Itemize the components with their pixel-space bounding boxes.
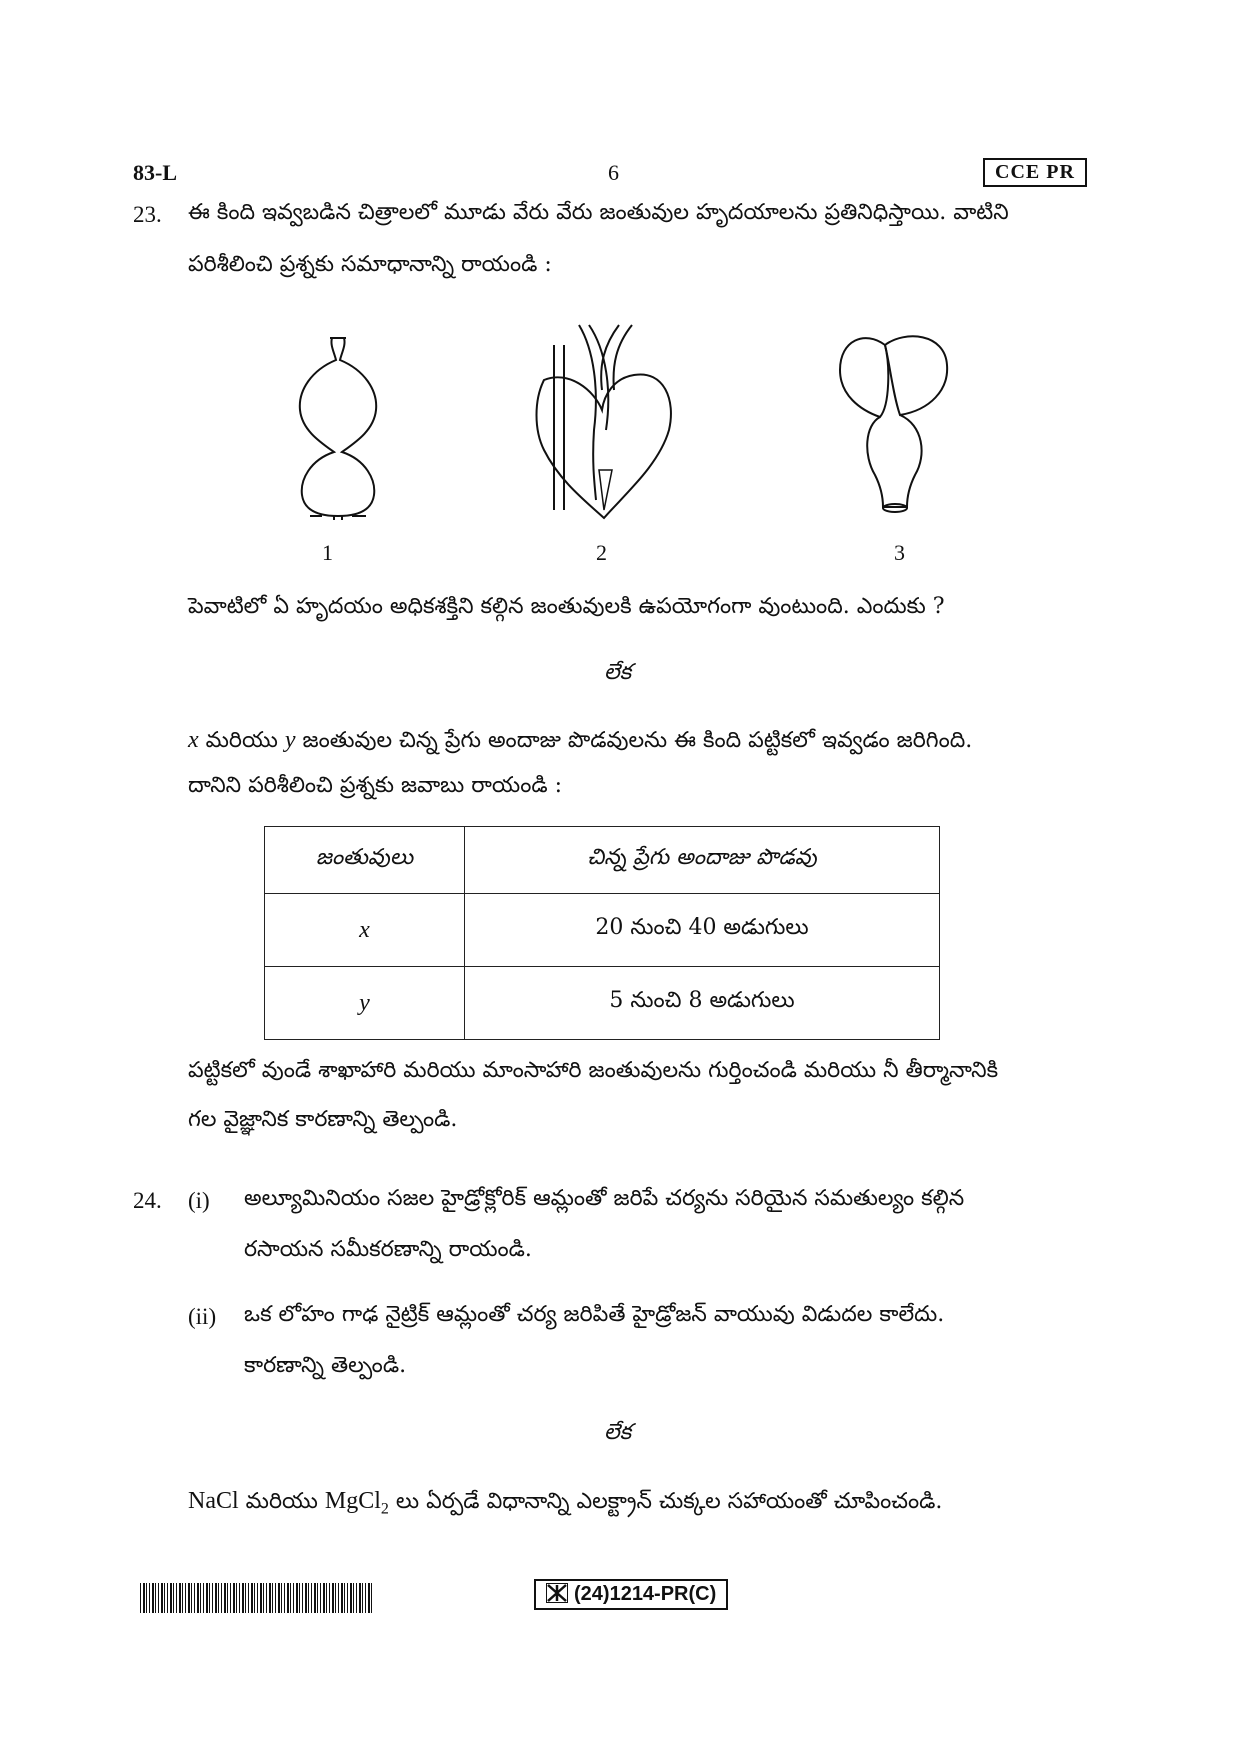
figure-label-1: 1 [322,540,333,565]
q23-alt-line-1 [188,727,972,758]
table-row [265,967,940,1040]
or-separator-1: లేక [604,660,632,685]
figure-label-3: 3 [894,540,905,565]
q24-part-i-label: (i) [188,1188,210,1213]
heart-figure-2 [524,320,679,520]
q23-question: పెవాటిలో ఏ హృదయం అధికశక్తిని కల్గిన జంతువులకి ఉపయోగంగా వుంటుంది. ఎందుకు ? [188,594,945,619]
q24-part-i-line-1: అల్యూమినియం సజల హైడ్రోక్లోరిక్ ఆమ్లంతో జరిపే చర్యను సరియైన సమతుల్యం కల్గిన [244,1186,965,1211]
question-number-23: 23. [133,202,162,227]
nacl-formula: NaCl [188,1488,239,1514]
table-cell-animal: y [265,967,465,1040]
heart-figure-1 [290,330,390,520]
mgcl-subscript: 2 [380,1500,389,1518]
var-y: y [284,727,296,753]
q24-part-i-line-2: రసాయన సమీకరణాన్ని రాయండి. [244,1237,532,1262]
q24-part-ii-line-2: కారణాన్ని తెల్పండి. [244,1353,407,1378]
or-separator-2: లేక [604,1420,632,1445]
q23-after-line-1: పట్టికలో వుండే శాఖాహారి మరియు మాంసాహారి జంతువులను గుర్తించండి మరియు నీ తీర్మానానికి [188,1058,999,1083]
footer-code-box [534,1579,728,1610]
q23-alt-line-2: దానిని పరిశీలించి ప్రశ్నకు జవాబు రాయండి : [188,773,563,798]
table-row [265,894,940,967]
paper-code: 83-L [133,160,177,185]
table-header-length: చిన్న ప్రేగు అందాజు పొడవు [465,827,940,894]
var-x: x [188,727,199,753]
exam-badge: CCE PR [983,158,1087,187]
question-number-24: 24. [133,1188,162,1213]
q24-part-ii-label: (ii) [188,1304,217,1329]
page-number: 6 [608,160,619,185]
table-header-animals: జంతువులు [265,827,465,894]
figure-label-2: 2 [596,540,607,565]
mgcl-formula: MgCl [324,1488,381,1514]
board-logo-icon [546,1583,568,1603]
and-word: మరియు [245,1489,318,1514]
q23-line-1: ఈ కింది ఇవ్వబడిన చిత్రాలలో మూడు వేరు వేరు జంతువుల హృదయాలను ప్రతినిధిస్తాయి. వాటిని [188,200,1009,225]
q23-after-line-2: గల వైజ్ఞానిక కారణాన్ని తెల్పండి. [188,1107,458,1132]
q23-line-2: పరిశీలించి ప్రశ్నకు సమాధానాన్ని రాయండి : [188,252,552,277]
intestine-length-table [264,826,940,1040]
footer-code: (24)1214-PR(C) [574,1583,717,1605]
q24-alt-line [188,1488,942,1519]
q24-part-ii-line-1: ఒక లోహం గాఢ నైట్రిక్ ఆమ్లంతో చర్య జరిపితే హైడ్రోజన్ వాయువు విడుదల కాలేదు. [244,1302,945,1327]
table-cell-length: 5 నుంచి 8 అడుగులు [465,967,940,1040]
table-cell-animal: x [265,894,465,967]
table-cell-length: 20 నుంచి 40 అడుగులు [465,894,940,967]
and-word: మరియు [205,728,278,753]
heart-figure-3 [835,325,955,515]
table-header-row [265,827,940,894]
q24-alt-rest: లు ఏర్పడే విధానాన్ని ఎలక్ట్రాన్ చుక్కల సహాయంతో చూపించండి. [395,1489,943,1514]
q23-alt-line-1-rest: జంతువుల చిన్న ప్రేగు అందాజు పొడవులను ఈ కింది పట్టికలో ఇవ్వడం జరిగింది. [302,728,973,753]
barcode [140,1583,372,1613]
